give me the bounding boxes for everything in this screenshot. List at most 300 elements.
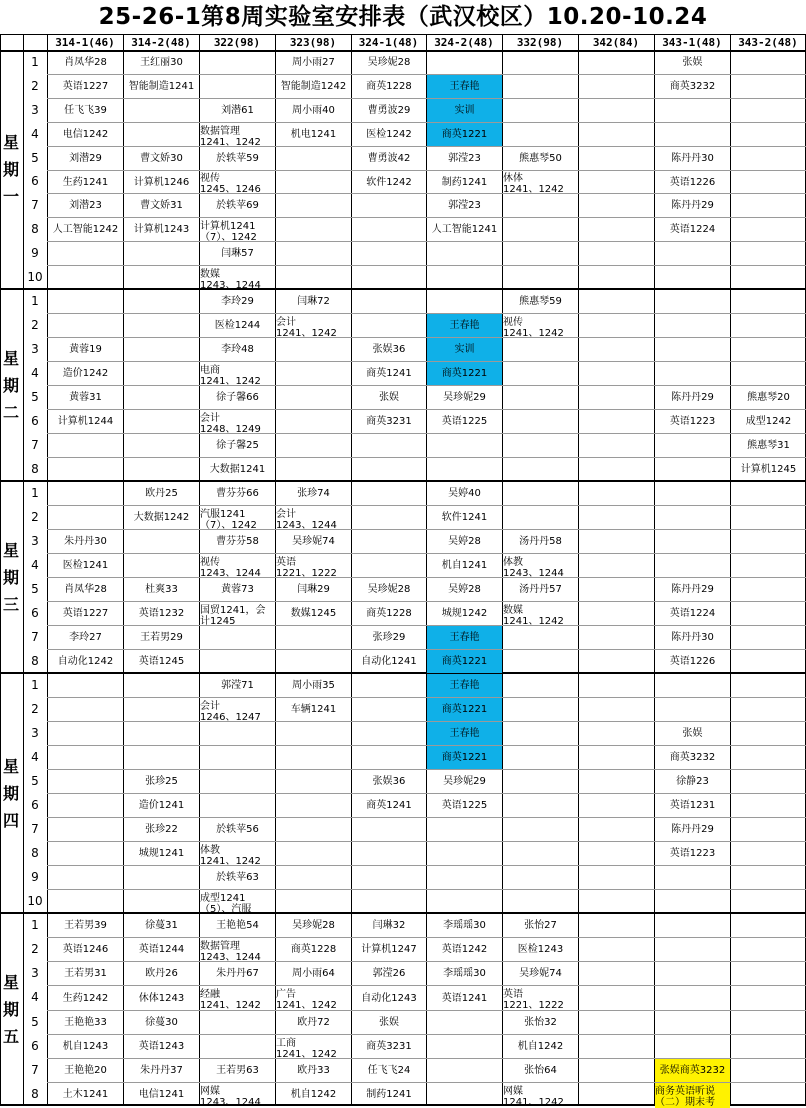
cell-line: 1241、1242 [276, 1048, 337, 1060]
schedule-cell: 商英1221 [427, 362, 502, 385]
period-number: 2 [31, 942, 39, 956]
cell-line: 会计 [200, 412, 220, 424]
cell-line: （7）、1242 [200, 519, 257, 531]
schedule-cell: 熊惠琴20 [747, 392, 790, 403]
period-number: 7 [31, 1063, 39, 1077]
schedule-cell: 商英1221 [427, 746, 502, 769]
schedule-cell: 计算机1247 [361, 944, 417, 955]
room-header: 332(98) [516, 36, 564, 49]
day-label-char: 星 [2, 540, 19, 560]
period-number: 1 [31, 486, 39, 500]
day-label-char: 五 [2, 1027, 19, 1046]
schedule-cell: 曹芬芬58 [216, 536, 259, 547]
period-number: 6 [31, 606, 39, 620]
schedule-cell: 张怡27 [524, 920, 557, 931]
cell-line: 经融 [200, 989, 220, 1000]
schedule-cell [655, 1083, 730, 1108]
day-label [0, 913, 22, 1106]
schedule-cell [200, 602, 275, 627]
schedule-cell: 於轶苹59 [216, 153, 259, 164]
schedule-cell: 生药1242 [62, 992, 109, 1004]
schedule-cell: 英语1226 [669, 656, 716, 667]
cell-line: 休体 [503, 173, 523, 184]
period-number: 3 [31, 342, 39, 356]
schedule-cell [200, 554, 275, 579]
schedule-cell: 徐蔓31 [145, 920, 178, 931]
schedule-cell [200, 698, 275, 723]
period-number: 6 [31, 414, 39, 428]
schedule-cell [200, 1083, 275, 1108]
schedule-cell: 朱丹丹67 [216, 968, 259, 979]
schedule-cell: 汤丹丹58 [519, 536, 562, 547]
schedule-cell: 陈丹丹29 [671, 824, 714, 835]
cell-line: 会计 [200, 700, 220, 712]
schedule-cell: 大数据1241 [209, 464, 266, 475]
period-number: 2 [31, 79, 39, 93]
schedule-cell: 商英3231 [366, 1041, 412, 1052]
schedule-cell: 制药1241 [366, 1089, 412, 1100]
room-header: 323(98) [289, 36, 337, 49]
schedule-cell: 吴珍妮74 [519, 968, 562, 979]
schedule-cell: 吴婷28 [448, 536, 481, 547]
schedule-cell: 张娱 [682, 57, 703, 68]
period-number: 1 [31, 678, 39, 692]
schedule-cell: 王艳艳33 [64, 1017, 107, 1028]
cell-line: 电商 [200, 364, 220, 376]
day-label-char: 期 [2, 375, 19, 395]
schedule-cell: 张娱36 [372, 344, 406, 355]
cell-line: 1243、1244 [200, 1096, 261, 1108]
schedule-cell: 曹勇波42 [367, 153, 411, 164]
schedule-cell: 任飞飞24 [367, 1065, 411, 1076]
schedule-cell: 熊惠琴59 [519, 296, 562, 307]
schedule-cell: 实训 [427, 99, 502, 122]
period-number: 5 [31, 1015, 39, 1029]
schedule-cell: 商英1241 [366, 368, 412, 379]
schedule-cell: 王若男29 [140, 632, 183, 643]
schedule-cell: 汤丹丹57 [519, 584, 562, 595]
schedule-cell: 刘潜23 [69, 200, 102, 211]
cell-line: 1221、1222 [276, 567, 337, 579]
schedule-cell: 大数据1242 [133, 512, 190, 523]
schedule-cell: 闫琳32 [372, 920, 406, 931]
cell-line: 数媒 [200, 268, 220, 280]
cell-line: 国贸1241，会 [200, 604, 266, 616]
period-number: 10 [27, 270, 43, 284]
period-number: 7 [31, 438, 39, 452]
day-label-char: 期 [2, 1000, 19, 1019]
cell-line: （5）、汽服 [200, 903, 252, 915]
cell-line: 英语 [276, 556, 296, 568]
cell-line: 网媒 [503, 1085, 523, 1097]
schedule-cell: 机电1241 [290, 129, 337, 140]
cell-line: 1246、1247 [200, 711, 261, 723]
cell-line: 英语 [503, 989, 523, 1000]
schedule-cell: 徐蔓30 [145, 1017, 178, 1028]
schedule-cell: 制药1241 [441, 176, 488, 188]
cell-line: 1241、1242 [276, 327, 337, 339]
day-label [0, 481, 22, 673]
cell-line: 1245、1246 [200, 184, 261, 195]
schedule-cell: 商英1221 [427, 650, 502, 673]
schedule-cell: 英语1225 [441, 800, 488, 811]
period-number: 8 [31, 462, 39, 476]
cell-line: 视传 [503, 316, 523, 328]
cell-line: 1243、1244 [200, 567, 261, 579]
period-number: 1 [31, 55, 39, 69]
schedule-cell: 周小雨40 [292, 105, 335, 116]
day-separator [0, 288, 806, 290]
period-number: 7 [31, 822, 39, 836]
schedule-cell: 英语1245 [138, 656, 185, 667]
schedule-cell [200, 842, 275, 867]
schedule-cell: 李玲29 [221, 296, 254, 307]
schedule-cell: 曹文娇30 [140, 153, 183, 164]
schedule-cell: 人工智能1242 [52, 224, 119, 235]
schedule-cell: 吴珍妮28 [292, 920, 335, 931]
period-number: 3 [31, 103, 39, 117]
period-number: 10 [27, 894, 43, 908]
schedule-cell: 欧丹72 [297, 1017, 330, 1028]
schedule-cell: 吴婷28 [448, 584, 481, 595]
schedule-cell: 商英3232 [669, 752, 716, 763]
schedule-cell: 王艳艳20 [64, 1065, 107, 1076]
schedule-cell [200, 410, 275, 435]
grid-line-horizontal [47, 265, 806, 266]
period-number: 5 [31, 774, 39, 788]
schedule-cell: 智能制造1242 [280, 81, 347, 92]
schedule-cell [503, 554, 578, 579]
schedule-cell: 曹文娇31 [140, 200, 183, 211]
day-label-char: 一 [2, 187, 19, 206]
day-label-char: 星 [2, 973, 19, 992]
schedule-cell: 英语1241 [441, 992, 488, 1004]
schedule-cell: 王春艳 [427, 626, 502, 649]
schedule-cell: 生药1241 [62, 176, 109, 188]
schedule-cell: 李玲27 [69, 632, 102, 643]
schedule-cell: 医检1244 [214, 320, 261, 331]
schedule-cell: 软件1241 [441, 512, 488, 523]
schedule-cell: 商英1228 [366, 608, 412, 619]
schedule-cell: 欧丹26 [145, 968, 178, 979]
period-number: 4 [31, 558, 39, 572]
grid-line-horizontal [47, 457, 806, 458]
schedule-cell: 商英1221 [427, 698, 502, 721]
period-number: 4 [31, 366, 39, 380]
schedule-cell: 王若男31 [64, 968, 107, 979]
schedule-cell: 朱丹丹30 [64, 536, 107, 547]
cell-line: 工商 [276, 1037, 296, 1049]
cell-line: 1243、1244 [276, 519, 337, 531]
cell-line: 会计 [276, 316, 296, 328]
schedule-cell: 朱丹丹37 [140, 1065, 183, 1076]
cell-line: 汽服1241 [200, 508, 246, 520]
room-header: 324-2(48) [434, 36, 494, 49]
grid-line-horizontal [47, 865, 806, 866]
cell-line: 1241、1242 [503, 1096, 564, 1108]
schedule-cell: 郭滢23 [448, 200, 481, 211]
schedule-cell [503, 986, 578, 1012]
schedule-cell: 商英1241 [366, 800, 412, 811]
day-label-char: 二 [2, 402, 19, 422]
schedule-cell: 医检1241 [62, 560, 109, 571]
schedule-cell: 机自1243 [62, 1041, 109, 1052]
schedule-cell: 闫琳57 [221, 248, 254, 259]
schedule-cell: 曹勇波29 [367, 105, 411, 116]
cell-line: 数媒 [503, 604, 523, 616]
schedule-cell: 英语1227 [62, 81, 109, 92]
schedule-cell: 英语1223 [669, 848, 716, 859]
schedule-cell: 商英3232 [669, 81, 716, 92]
schedule-cell: 刘潜29 [69, 153, 102, 164]
schedule-cell: 自动化1243 [361, 992, 417, 1004]
day-label [0, 673, 22, 913]
period-number: 5 [31, 582, 39, 596]
schedule-cell: 陈丹丹30 [671, 632, 714, 643]
schedule-cell: 英语1223 [669, 416, 716, 427]
schedule-cell [276, 1035, 351, 1060]
schedule-cell: 王艳艳54 [216, 920, 259, 931]
schedule-cell: 人工智能1241 [431, 224, 498, 235]
period-number: 5 [31, 390, 39, 404]
schedule-cell: 李瑶瑶30 [443, 920, 486, 931]
schedule-cell: 英语1225 [441, 416, 488, 427]
schedule-cell [200, 986, 275, 1012]
schedule-cell: 刘潜61 [221, 105, 254, 116]
day-label [0, 50, 22, 289]
schedule-cell [276, 314, 351, 339]
period-number: 9 [31, 870, 39, 884]
schedule-cell: 熊惠琴31 [747, 440, 790, 451]
schedule-cell: 智能制造1241 [128, 81, 195, 92]
cell-line: 1241、1242 [200, 375, 261, 387]
cell-line: 1241、1242 [503, 615, 564, 627]
grid-line-horizontal [47, 889, 806, 890]
cell-line: 数据管理 [200, 125, 240, 137]
schedule-cell: 张娱36 [372, 776, 406, 787]
schedule-cell: 计算机1244 [57, 416, 114, 427]
schedule-cell: 计算机1245 [740, 464, 797, 475]
schedule-cell: 电信1241 [138, 1089, 185, 1100]
schedule-cell: 黄蓉31 [69, 392, 102, 403]
cell-line: 1241、1242 [503, 327, 564, 339]
schedule-cell [503, 602, 578, 627]
cell-line: 1221、1222 [503, 1000, 564, 1011]
schedule-cell: 城规1242 [441, 608, 488, 619]
schedule-cell: 王春艳 [427, 674, 502, 697]
schedule-cell: 徐静23 [676, 776, 709, 787]
schedule-cell: 自动化1241 [361, 656, 417, 667]
cell-line: 成型1241 [200, 892, 246, 904]
period-number: 2 [31, 510, 39, 524]
schedule-cell [503, 1083, 578, 1108]
schedule-cell: 王红丽30 [140, 57, 183, 68]
schedule-cell: 医检1243 [517, 944, 564, 955]
day-label [0, 289, 22, 481]
cell-line: 1248、1249 [200, 423, 261, 435]
period-number: 2 [31, 318, 39, 332]
day-label-char: 星 [2, 133, 19, 152]
schedule-cell: 数媒1245 [290, 608, 337, 619]
schedule-cell: 徐子馨25 [216, 440, 259, 451]
schedule-cell: 张娱 [379, 1017, 399, 1028]
schedule-cell [200, 362, 275, 387]
cell-line: 体教 [200, 844, 220, 856]
cell-line: 1241、1242 [276, 1000, 337, 1011]
schedule-cell: 闫琳29 [297, 584, 330, 595]
schedule-cell: 造价1241 [138, 800, 185, 811]
schedule-cell: 王春艳 [427, 722, 502, 745]
room-header: 322(98) [213, 36, 261, 49]
schedule-cell: 张娱 [379, 392, 399, 403]
schedule-cell [200, 506, 275, 531]
period-number: 3 [31, 534, 39, 548]
cell-line: 商务英语听说 [655, 1085, 715, 1097]
schedule-cell: 王春艳 [427, 314, 502, 337]
period-number: 8 [31, 654, 39, 668]
cell-line: 视传 [200, 173, 220, 184]
day-label-char: 星 [2, 348, 19, 368]
cell-line: 体教 [503, 556, 523, 568]
period-number: 8 [31, 1087, 39, 1101]
cell-line: （二）期末考 [655, 1096, 715, 1108]
schedule-cell: 张怡32 [524, 1017, 557, 1028]
schedule-cell: 曹芬芬66 [216, 488, 259, 499]
cell-line: 计算机1241 [200, 220, 256, 232]
schedule-cell: 自动化1242 [57, 656, 114, 667]
grid-line-vertical [578, 34, 579, 1106]
period-number: 4 [31, 750, 39, 764]
schedule-cell: 徐子馨66 [216, 392, 259, 403]
period-number: 3 [31, 966, 39, 980]
schedule-cell: 成型1242 [745, 416, 792, 427]
schedule-cell: 英语1244 [138, 944, 185, 955]
schedule-cell: 英语1232 [138, 608, 185, 619]
cell-line: 1241、1242 [200, 136, 261, 148]
schedule-cell: 英语1231 [669, 800, 716, 811]
schedule-cell [200, 171, 275, 195]
schedule-cell: 商英3231 [366, 416, 412, 427]
schedule-cell [503, 171, 578, 195]
schedule-cell: 陈丹丹29 [671, 392, 714, 403]
schedule-cell: 吴珍妮74 [292, 536, 335, 547]
room-header: 342(84) [592, 36, 640, 49]
day-separator [0, 480, 806, 482]
schedule-cell: 英语1224 [669, 224, 716, 235]
room-header: 324-1(48) [358, 36, 419, 49]
schedule-cell: 实训 [427, 338, 502, 361]
schedule-cell: 张珍74 [297, 488, 330, 499]
schedule-cell: 肖凤华28 [64, 584, 107, 595]
schedule-cell: 计算机1246 [133, 176, 190, 188]
cell-line: （7）、1242 [200, 231, 257, 243]
schedule-cell: 张珍25 [145, 776, 178, 787]
period-number: 6 [31, 174, 39, 188]
period-number: 8 [31, 222, 39, 236]
period-number: 6 [31, 1039, 39, 1053]
room-header: 343-1(48) [662, 36, 722, 49]
schedule-cell: 熊惠琴50 [519, 153, 562, 164]
schedule-cell [200, 266, 275, 291]
period-number: 7 [31, 198, 39, 212]
schedule-cell: 张珍22 [145, 824, 178, 835]
schedule-cell: 车辆1241 [290, 704, 337, 715]
period-number: 6 [31, 798, 39, 812]
schedule-cell: 英语1226 [669, 176, 716, 188]
schedule-cell: 任飞飞39 [64, 105, 107, 116]
period-number: 4 [31, 990, 39, 1004]
schedule-cell: 欧丹33 [297, 1065, 330, 1076]
schedule-cell: 张珍29 [372, 632, 406, 643]
schedule-cell: 郭滢23 [448, 153, 481, 164]
schedule-cell: 吴珍妮28 [367, 57, 411, 68]
schedule-cell: 王若男63 [216, 1065, 259, 1076]
schedule-cell: 机自1242 [290, 1089, 337, 1100]
schedule-cell [276, 986, 351, 1012]
schedule-cell: 陈丹丹30 [671, 153, 714, 164]
schedule-cell: 吴珍妮29 [443, 776, 486, 787]
schedule-cell [503, 314, 578, 339]
cell-line: 1241、1242 [200, 855, 261, 867]
schedule-cell: 吴婷40 [448, 488, 481, 499]
schedule-cell: 计算机1243 [133, 224, 190, 235]
schedule-cell: 周小雨27 [292, 57, 335, 68]
page-title: 25-26-1第8周实验室安排表（武汉校区）10.20-10.24 [98, 4, 708, 30]
cell-line: 1243、1244 [503, 567, 564, 579]
period-number: 8 [31, 846, 39, 860]
period-number: 1 [31, 918, 39, 932]
schedule-cell: 张怡64 [524, 1065, 557, 1076]
schedule-cell: 王春艳 [427, 75, 502, 98]
grid-line-vertical [730, 34, 731, 1106]
schedule-cell [200, 938, 275, 963]
period-number: 4 [31, 127, 39, 141]
period-number: 2 [31, 702, 39, 716]
schedule-cell: 王若男39 [64, 920, 107, 931]
schedule-cell: 於轶苹56 [216, 824, 259, 835]
schedule-cell: 吴珍妮28 [367, 584, 411, 595]
schedule-cell: 医检1242 [366, 129, 412, 140]
schedule-cell [276, 506, 351, 531]
schedule-cell: 周小雨35 [292, 680, 335, 691]
schedule-cell: 商英1221 [427, 123, 502, 146]
schedule-cell [200, 890, 275, 915]
period-number: 9 [31, 246, 39, 260]
schedule-cell: 郭滢26 [372, 968, 406, 979]
schedule-cell [200, 123, 275, 148]
schedule-cell: 张娱商英3232 [655, 1059, 730, 1082]
schedule-cell: 欧丹25 [145, 488, 178, 499]
schedule-cell: 闫琳72 [297, 296, 330, 307]
schedule-cell: 机自1241 [441, 560, 488, 571]
day-label-char: 期 [2, 783, 19, 803]
schedule-cell [200, 218, 275, 243]
schedule-cell: 造价1242 [62, 368, 109, 379]
cell-line: 会计 [276, 508, 296, 520]
schedule-cell: 英语1246 [62, 944, 109, 955]
cell-line: 视传 [200, 556, 220, 568]
cell-line: 1241、1242 [200, 1000, 261, 1011]
period-number: 5 [31, 151, 39, 165]
cell-line: 1243、1244 [200, 951, 261, 963]
period-number: 7 [31, 630, 39, 644]
schedule-cell: 土木1241 [62, 1089, 109, 1100]
room-header: 314-2(48) [131, 36, 191, 49]
day-label-char: 三 [2, 594, 19, 614]
schedule-cell: 英语1227 [62, 608, 109, 619]
grid-line-horizontal [47, 433, 806, 434]
schedule-cell: 英语1224 [669, 608, 716, 619]
